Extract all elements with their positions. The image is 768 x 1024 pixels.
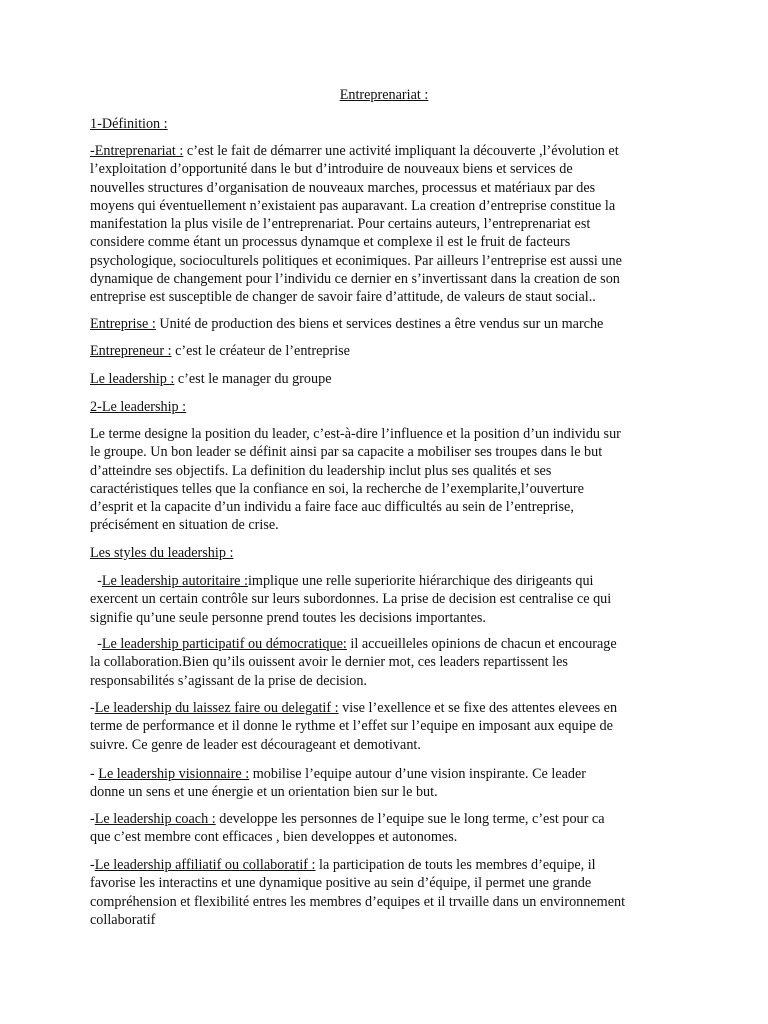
paragraph-line: nouvelles structures d’organisation de nouveaux marches, processus et matériaux par des xyxy=(90,179,596,196)
paragraph-visionnaire xyxy=(90,765,680,802)
paragraph-autoritaire xyxy=(90,572,680,627)
paragraph-line: d’atteindre ses objectifs. La definition du leadership inclut plus ses qualités et ses xyxy=(90,462,552,479)
document-title: Entreprenariat : xyxy=(339,87,429,103)
paragraph-terme xyxy=(90,425,680,535)
section-heading-definition xyxy=(90,115,680,133)
term-leadership: Le leadership : xyxy=(90,371,175,387)
paragraph-text: mobilise l’equipe autour d’une vision inspirante. Ce leader xyxy=(249,766,587,782)
paragraph-text: vise l’exellence et se fixe des attentes elevees en xyxy=(338,700,618,716)
paragraph-leadership-def xyxy=(90,370,680,388)
paragraph-line: collaboratif xyxy=(90,911,156,928)
paragraph-text: la participation de touts les membres d’equipe, il xyxy=(315,857,596,873)
term-entreprise: Entreprise : xyxy=(90,316,156,332)
list-dash: - xyxy=(90,766,99,782)
paragraph-line xyxy=(90,699,680,717)
paragraph-line: d’esprit et la capacite d’un individu a faire face auc difficultés au sein de l’entreprise, xyxy=(90,499,574,516)
paragraph-line: que c’est membre cont efficaces , bien developpes et autonomes. xyxy=(90,829,458,846)
paragraph-line xyxy=(90,572,680,590)
list-dash: - xyxy=(90,700,95,716)
paragraph-line xyxy=(90,142,680,160)
paragraph-text: implique une relle superiorite hiérarchique des dirigeants qui xyxy=(247,573,594,589)
paragraph-line: terme de performance et il donne le rythme et l’effet sur l’equipe en imposant aux equipe de xyxy=(90,718,613,735)
term-autoritaire: Le leadership autoritaire : xyxy=(101,573,248,589)
paragraph-line: exercent un certain contrôle sur leurs subordonnes. La prise de decision est centralise ce qui xyxy=(90,591,612,608)
term-participatif: Le leadership participatif ou démocratique: xyxy=(101,636,347,652)
styles-heading-text: Les styles du leadership : xyxy=(90,545,234,561)
paragraph-line: suivre. Ce genre de leader est décourageant et demotivant. xyxy=(90,736,421,753)
paragraph-line: Le terme designe la position du leader, c’est-à-dire l’influence et la position d’un individu sur xyxy=(90,426,621,442)
term-affiliatif: Le leadership affiliatif ou collaboratif : xyxy=(94,857,316,873)
term-laissez-faire: Le leadership du laissez faire ou delegatif : xyxy=(94,700,339,716)
paragraph-line: signifie qu’une seule personne prend toutes les decisions importantes. xyxy=(90,609,486,626)
paragraph-text: il accueilleles opinions de chacun et encourage xyxy=(346,636,617,652)
paragraph-text: c’est le créateur de l’entreprise xyxy=(171,343,350,359)
section-heading-leadership xyxy=(90,398,680,416)
paragraph-line: favorise les interactins et une dynamique positive au sein d’équipe, il permet une grande xyxy=(90,875,592,892)
term-entreprenariat: -Entreprenariat : xyxy=(90,143,184,159)
paragraph-entreprenariat xyxy=(90,142,680,307)
paragraph-line: psychologique, socioculturels politiques et econimiques. Par ailleurs l’entreprise est aussi une xyxy=(90,252,622,269)
paragraph-line: dynamique de changement pour l’individu ce dernier en s’invertissant dans la creation de son xyxy=(90,271,620,288)
paragraph-line xyxy=(90,856,680,874)
section-heading-leadership-text: 2-Le leadership : xyxy=(90,399,187,415)
paragraph-participatif xyxy=(90,635,680,690)
paragraph-line xyxy=(90,635,680,653)
paragraph-coach xyxy=(90,810,680,847)
paragraph-line: caractéristiques telles que la confiance en soi, la recherche de l’exemplarite,l’ouverture xyxy=(90,480,584,497)
paragraph-line xyxy=(90,765,680,783)
paragraph-text: developpe les personnes de l’equipe sue le long terme, c’est pour ca xyxy=(215,811,605,827)
paragraph-line: compréhension et flexibilité entres les membres d’equipes et il trvaille dans un environnement xyxy=(90,893,626,910)
term-visionnaire: Le leadership visionnaire : xyxy=(98,766,250,782)
paragraph-text: c’est le fait de démarrer une activité impliquant la découverte ,l’évolution et xyxy=(183,143,619,159)
list-dash: - xyxy=(90,811,95,827)
term-coach: Le leadership coach : xyxy=(94,811,216,827)
paragraph-line: l’exploitation d’opportunité dans le but d’introduire de nouveaux biens et services de xyxy=(90,161,573,178)
paragraph-laissez-faire xyxy=(90,699,680,754)
paragraph-line: la collaboration.Bien qu’ils ouissent avoir le dernier mot, ces leaders repartissent les xyxy=(90,654,568,671)
paragraph-line: le groupe. Un bon leader se définit ainsi par sa capacite a mobiliser ses troupes dans le but xyxy=(90,444,603,461)
paragraph-line: considere comme étant un processus dynamque et complexe il est le fruit de facteurs xyxy=(90,234,571,251)
paragraph-text: c’est le manager du groupe xyxy=(174,371,332,387)
paragraph-line: entreprise est susceptible de changer de savoir faire d’attitude, de valeurs de staut social.. xyxy=(90,289,596,306)
paragraph-line: manifestation la plus visile de l’entreprenariat. Pour certains auteurs, l’entreprenariat est xyxy=(90,216,591,233)
paragraph-entreprise xyxy=(90,315,680,333)
paragraph-line: responsabilités s’agissant de la prise de decision. xyxy=(90,672,367,689)
paragraph-affiliatif xyxy=(90,856,680,929)
paragraph-line: donne un sens et une énergie et un orientation bien sur le but. xyxy=(90,784,438,801)
list-dash: - xyxy=(90,573,102,589)
section-heading-definition-text: 1-Définition : xyxy=(90,116,168,132)
list-dash: - xyxy=(90,636,102,652)
paragraph-line xyxy=(90,810,680,828)
paragraph-entrepreneur xyxy=(90,342,680,360)
list-dash: - xyxy=(90,857,95,873)
paragraph-line: précisément en situation de crise. xyxy=(90,517,279,534)
paragraph-line: moyens qui éventuellement n’existaient pas auparavant. La creation d’entreprise constitue la xyxy=(90,197,616,214)
styles-heading xyxy=(90,544,680,562)
term-entrepreneur: Entrepreneur : xyxy=(90,343,172,359)
paragraph-text: Unité de production des biens et services destines a être vendus sur un marche xyxy=(155,316,604,332)
